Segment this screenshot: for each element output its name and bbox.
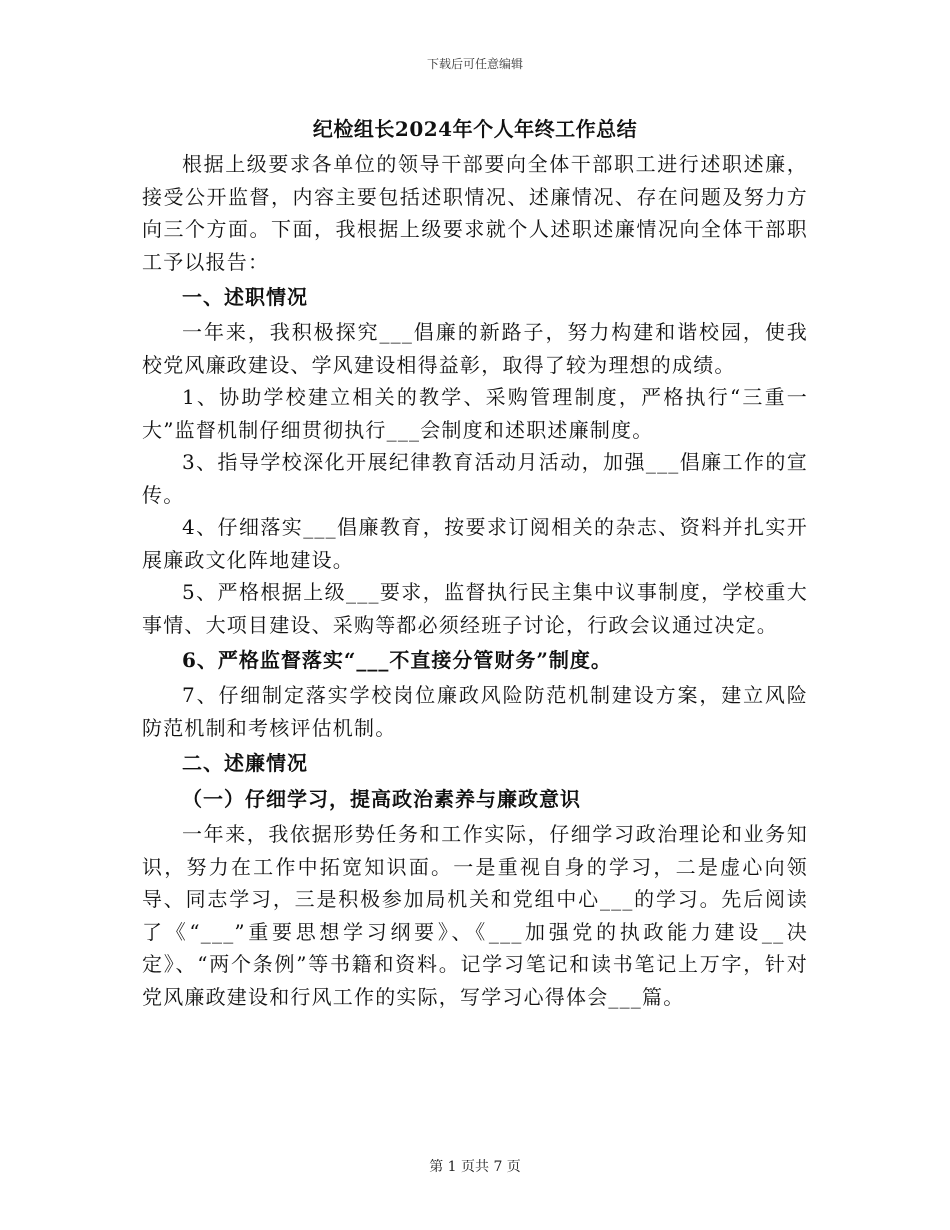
paragraph-item-5: 5、严格根据上级___要求，监督执行民主集中议事制度，学校重大事情、大项目建设、采购等都必须经班子讨论，行政会议通过决定。 — [142, 580, 808, 637]
page-number: 第 1 页共 7 页 — [429, 1159, 521, 1175]
document-title: 纪检组长2024年个人年终工作总结 — [312, 117, 638, 141]
document-body — [142, 112, 808, 1013]
paragraph-item-7: 7、仔细制定落实学校岗位廉政风险防范机制建设方案，建立风险防范机制和考核评估机制。 — [142, 683, 808, 740]
section-heading-integrity: 二、述廉情况 — [182, 751, 308, 775]
section-heading-duty: 一、述职情况 — [182, 285, 308, 309]
paragraph-intro: 根据上级要求各单位的领导干部要向全体干部职工进行述职述廉，接受公开监督，内容主要包括述职情况、述廉情况、存在问题及努力方向三个方面。下面，我根据上级要求就个人述职述廉情况向全体干部职工予以报告： — [142, 152, 808, 274]
paragraph-item-1: 1、协助学校建立相关的教学、采购管理制度，严格执行“三重一大”监督机制仔细贯彻执行___会制度和述职述廉制度。 — [142, 385, 808, 442]
paragraph-duty-summary: 一年来，我积极探究___倡廉的新路子，努力构建和谐校园，使我校党风廉政建设、学风建设相得益彰，取得了较为理想的成绩。 — [142, 320, 808, 377]
paragraph-study: 一年来，我依据形势任务和工作实际，仔细学习政治理论和业务知识，努力在工作中拓宽知识面。一是重视自身的学习，二是虚心向领导、同志学习，三是积极参加局机关和党组中心___的学习。先后阅读了《“___”重要思想学习纲要》、《___加强党的执政能力建设__决定》、“两个条例”等书籍和资料。记学习笔记和读书笔记上万字，针对党风廉政建设和行风工作的实际，写学习心得体会___篇。 — [142, 822, 808, 1009]
paragraph-item-4: 4、仔细落实___倡廉教育，按要求订阅相关的杂志、资料并扎实开展廉政文化阵地建设。 — [142, 515, 808, 572]
paragraph-item-3: 3、指导学校深化开展纪律教育活动月活动，加强___倡廉工作的宣传。 — [142, 450, 808, 507]
header-note: 下载后可任意编辑 — [426, 57, 523, 71]
paragraph-item-6: 6、严格监督落实“___不直接分管财务”制度。 — [182, 648, 612, 672]
subsection-heading-study: （一）仔细学习，提高政治素养与廉政意识 — [182, 787, 581, 811]
